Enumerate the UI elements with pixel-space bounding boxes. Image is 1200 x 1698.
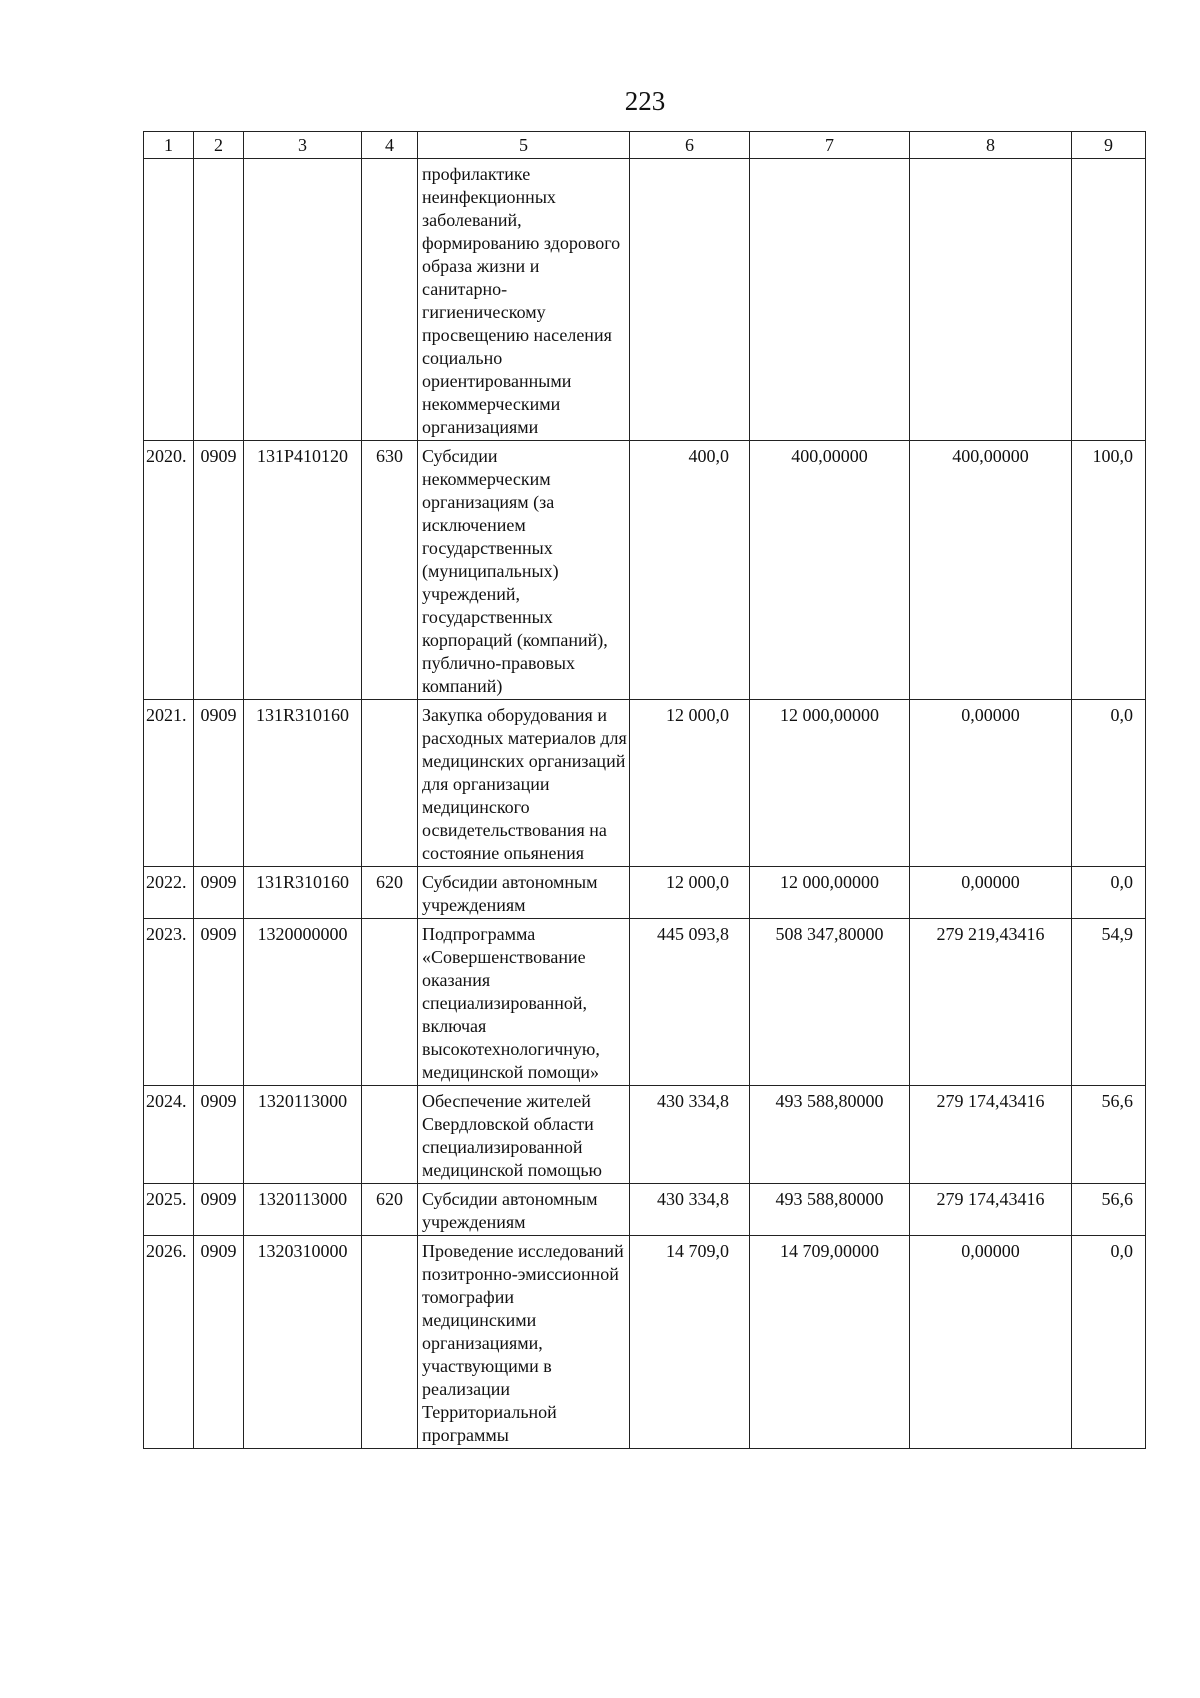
column-header: 3 bbox=[244, 132, 362, 159]
description: Субсидии автономным учреждениям bbox=[418, 867, 630, 919]
expense-type bbox=[362, 1086, 418, 1184]
table-row bbox=[144, 159, 1146, 441]
row-number: 2024. bbox=[144, 1086, 194, 1184]
expense-type bbox=[362, 1236, 418, 1449]
section-code: 0909 bbox=[194, 441, 244, 700]
executed-amount: 279 174,43416 bbox=[910, 1184, 1072, 1236]
page-number: 223 bbox=[624, 86, 666, 116]
target-code: 1320310000 bbox=[244, 1236, 362, 1449]
execution-percent: 56,6 bbox=[1072, 1086, 1146, 1184]
description: Субсидии автономным учреждениям bbox=[418, 1184, 630, 1236]
table-row bbox=[144, 441, 1146, 700]
column-header: 1 bbox=[144, 132, 194, 159]
column-header: 8 bbox=[910, 132, 1072, 159]
execution-percent: 54,9 bbox=[1072, 919, 1146, 1086]
execution-percent: 0,0 bbox=[1072, 867, 1146, 919]
section-code: 0909 bbox=[194, 1236, 244, 1449]
expense-type: 630 bbox=[362, 441, 418, 700]
section-code: 0909 bbox=[194, 867, 244, 919]
executed-amount: 279 219,43416 bbox=[910, 919, 1072, 1086]
executed-amount: 0,00000 bbox=[910, 867, 1072, 919]
planned-amount: 12 000,0 bbox=[630, 700, 750, 867]
table-row bbox=[144, 1086, 1146, 1184]
budget-table bbox=[143, 131, 1146, 1449]
target-code: 131R310160 bbox=[244, 700, 362, 867]
target-code bbox=[244, 159, 362, 441]
expense-type bbox=[362, 700, 418, 867]
description: Подпрограмма «Совершенствование оказания специализированной, включая высокотехнологичную, медицинской помощи» bbox=[418, 919, 630, 1086]
approved-amount: 493 588,80000 bbox=[750, 1086, 910, 1184]
description: профилактике неинфекционных заболеваний, формированию здорового образа жизни и санитарно-гигиеническому просвещению населения социально ориентированными некоммерческими организациями bbox=[418, 159, 630, 441]
expense-type bbox=[362, 919, 418, 1086]
description: Обеспечение жителей Свердловской области специализированной медицинской помощью bbox=[418, 1086, 630, 1184]
approved-amount: 508 347,80000 bbox=[750, 919, 910, 1086]
row-number: 2023. bbox=[144, 919, 194, 1086]
section-code: 0909 bbox=[194, 1086, 244, 1184]
row-number: 2021. bbox=[144, 700, 194, 867]
table-row bbox=[144, 919, 1146, 1086]
approved-amount bbox=[750, 159, 910, 441]
expense-type: 620 bbox=[362, 1184, 418, 1236]
planned-amount: 400,0 bbox=[630, 441, 750, 700]
row-number: 2025. bbox=[144, 1184, 194, 1236]
row-number bbox=[144, 159, 194, 441]
column-header: 5 bbox=[418, 132, 630, 159]
approved-amount: 14 709,00000 bbox=[750, 1236, 910, 1449]
section-code: 0909 bbox=[194, 700, 244, 867]
column-header: 6 bbox=[630, 132, 750, 159]
expense-type bbox=[362, 159, 418, 441]
section-code bbox=[194, 159, 244, 441]
planned-amount: 445 093,8 bbox=[630, 919, 750, 1086]
column-header: 2 bbox=[194, 132, 244, 159]
executed-amount: 0,00000 bbox=[910, 700, 1072, 867]
table-row bbox=[144, 1184, 1146, 1236]
execution-percent: 0,0 bbox=[1072, 1236, 1146, 1449]
description: Закупка оборудования и расходных материалов для медицинских организаций для организации медицинского освидетельствования на состояние опьянения bbox=[418, 700, 630, 867]
executed-amount: 400,00000 bbox=[910, 441, 1072, 700]
section-code: 0909 bbox=[194, 919, 244, 1086]
approved-amount: 493 588,80000 bbox=[750, 1184, 910, 1236]
column-header: 7 bbox=[750, 132, 910, 159]
row-number: 2026. bbox=[144, 1236, 194, 1449]
header-row bbox=[144, 132, 1146, 159]
section-code: 0909 bbox=[194, 1184, 244, 1236]
table-row bbox=[144, 1236, 1146, 1449]
expense-type: 620 bbox=[362, 867, 418, 919]
approved-amount: 400,00000 bbox=[750, 441, 910, 700]
planned-amount: 430 334,8 bbox=[630, 1184, 750, 1236]
planned-amount: 430 334,8 bbox=[630, 1086, 750, 1184]
column-header: 9 bbox=[1072, 132, 1146, 159]
description: Субсидии некоммерческим организациям (за исключением государственных (муниципальных) учреждений, государственных корпораций (компаний), публично-правовых компаний) bbox=[418, 441, 630, 700]
target-code: 1320113000 bbox=[244, 1086, 362, 1184]
execution-percent bbox=[1072, 159, 1146, 441]
column-header: 4 bbox=[362, 132, 418, 159]
row-number: 2022. bbox=[144, 867, 194, 919]
execution-percent: 56,6 bbox=[1072, 1184, 1146, 1236]
target-code: 1320113000 bbox=[244, 1184, 362, 1236]
target-code: 131R310160 bbox=[244, 867, 362, 919]
target-code: 131P410120 bbox=[244, 441, 362, 700]
row-number: 2020. bbox=[144, 441, 194, 700]
executed-amount bbox=[910, 159, 1072, 441]
planned-amount: 12 000,0 bbox=[630, 867, 750, 919]
target-code: 1320000000 bbox=[244, 919, 362, 1086]
description: Проведение исследований позитронно-эмиссионной томографии медицинскими организациями, участвующими в реализации Территориальной программы bbox=[418, 1236, 630, 1449]
planned-amount: 14 709,0 bbox=[630, 1236, 750, 1449]
execution-percent: 0,0 bbox=[1072, 700, 1146, 867]
approved-amount: 12 000,00000 bbox=[750, 700, 910, 867]
approved-amount: 12 000,00000 bbox=[750, 867, 910, 919]
executed-amount: 0,00000 bbox=[910, 1236, 1072, 1449]
executed-amount: 279 174,43416 bbox=[910, 1086, 1072, 1184]
table-row bbox=[144, 867, 1146, 919]
table-row bbox=[144, 700, 1146, 867]
planned-amount bbox=[630, 159, 750, 441]
execution-percent: 100,0 bbox=[1072, 441, 1146, 700]
